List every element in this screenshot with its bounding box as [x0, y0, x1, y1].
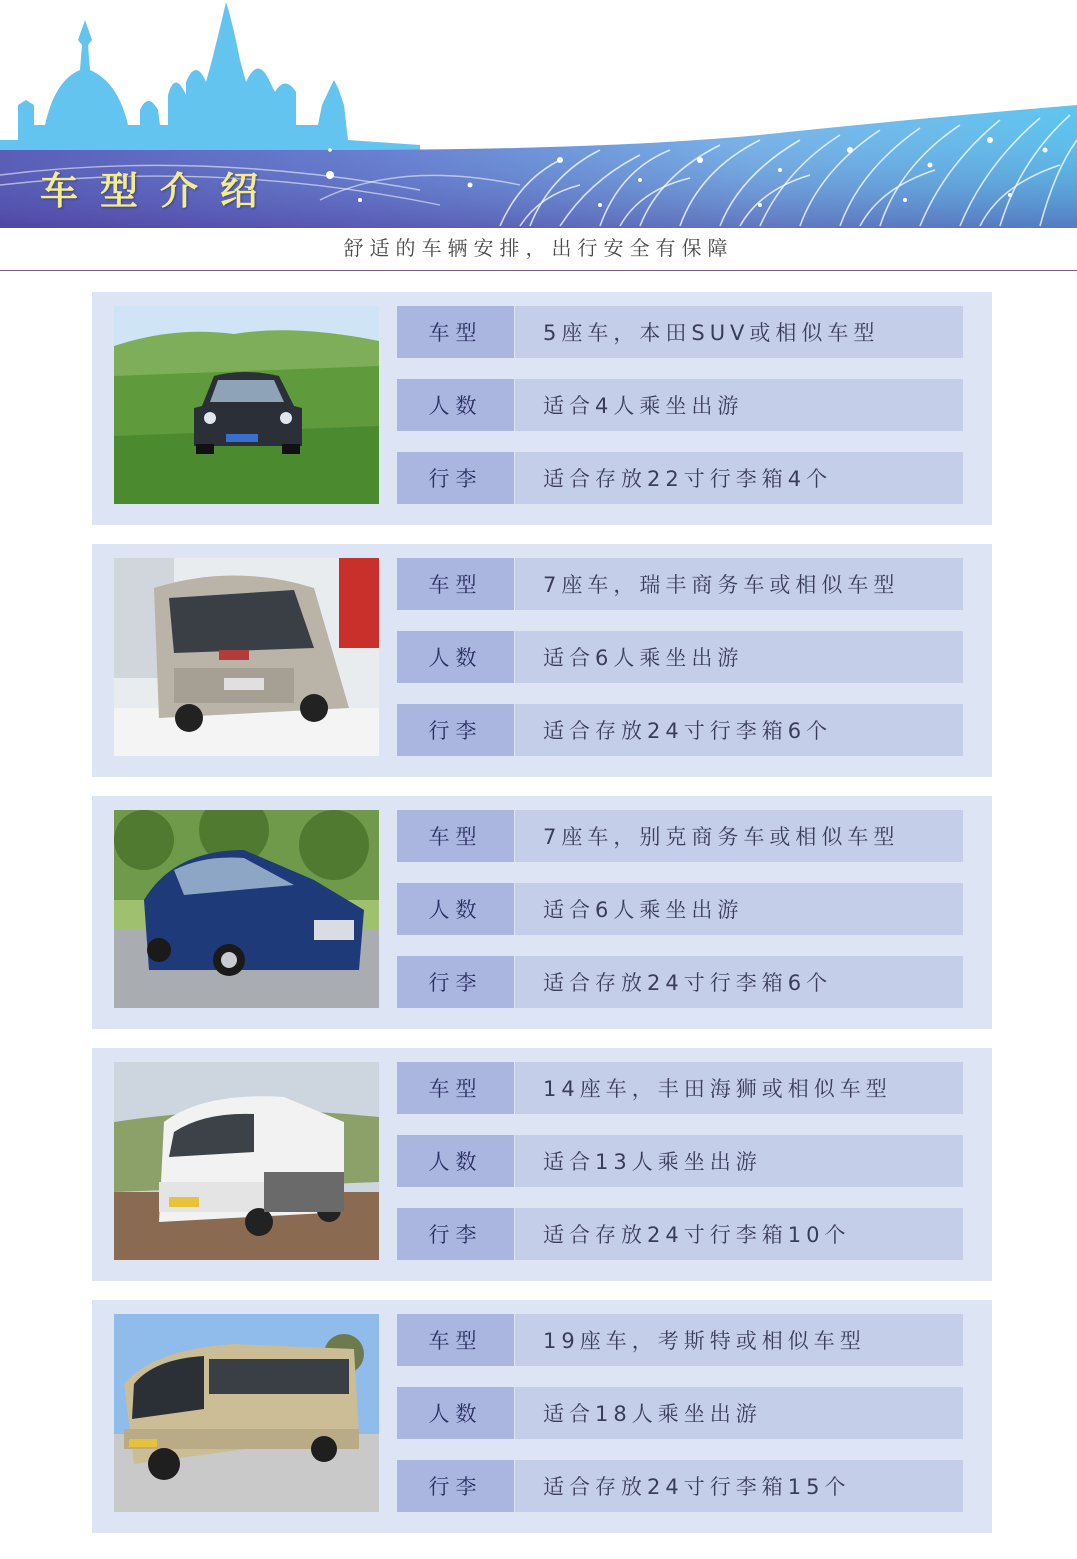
luggage-label: 行李 [397, 1460, 514, 1512]
model-label: 车型 [397, 1314, 514, 1366]
vehicle-card [92, 544, 992, 777]
vehicle-card [92, 1300, 992, 1533]
church-skyline-silhouette [0, 2, 420, 160]
luggage-row [397, 452, 963, 504]
people-label: 人数 [397, 631, 514, 683]
people-value: 适合4人乘坐出游 [515, 379, 963, 431]
model-row [397, 810, 963, 862]
vehicle-card [92, 292, 992, 525]
vehicle-photo-minibus [114, 1314, 379, 1512]
vehicle-photo-suv [114, 306, 379, 504]
luggage-label: 行李 [397, 1208, 514, 1260]
model-value: 7座车，别克商务车或相似车型 [515, 810, 963, 862]
people-row [397, 1135, 963, 1187]
model-value: 7座车，瑞丰商务车或相似车型 [515, 558, 963, 610]
people-value: 适合18人乘坐出游 [515, 1387, 963, 1439]
luggage-label: 行李 [397, 956, 514, 1008]
model-value: 5座车，本田SUV或相似车型 [515, 306, 963, 358]
page-subtitle: 舒适的车辆安排，出行安全有保障 [343, 236, 734, 260]
luggage-label: 行李 [397, 452, 514, 504]
luggage-row [397, 956, 963, 1008]
luggage-row [397, 704, 963, 756]
model-row [397, 558, 963, 610]
vehicle-photo-minivan [114, 558, 379, 756]
luggage-row [397, 1460, 963, 1512]
luggage-value: 适合存放22寸行李箱4个 [515, 452, 963, 504]
luggage-row [397, 1208, 963, 1260]
vehicle-card [92, 796, 992, 1029]
page-title: 车型介绍 [40, 169, 281, 213]
model-value: 19座车，考斯特或相似车型 [515, 1314, 963, 1366]
people-value: 适合6人乘坐出游 [515, 631, 963, 683]
luggage-label: 行李 [397, 704, 514, 756]
luggage-value: 适合存放24寸行李箱10个 [515, 1208, 963, 1260]
people-row [397, 379, 963, 431]
vehicle-list [92, 292, 992, 1552]
model-row [397, 1314, 963, 1366]
people-row [397, 631, 963, 683]
model-label: 车型 [397, 306, 514, 358]
model-label: 车型 [397, 1062, 514, 1114]
vehicle-photo-van [114, 1062, 379, 1260]
model-row [397, 1062, 963, 1114]
people-value: 适合6人乘坐出游 [515, 883, 963, 935]
model-value: 14座车，丰田海狮或相似车型 [515, 1062, 963, 1114]
header-banner [0, 0, 1077, 228]
people-label: 人数 [397, 379, 514, 431]
people-label: 人数 [397, 883, 514, 935]
luggage-value: 适合存放24寸行李箱6个 [515, 704, 963, 756]
model-label: 车型 [397, 558, 514, 610]
luggage-value: 适合存放24寸行李箱15个 [515, 1460, 963, 1512]
model-row [397, 306, 963, 358]
people-value: 适合13人乘坐出游 [515, 1135, 963, 1187]
vehicle-photo-mpv [114, 810, 379, 1008]
people-row [397, 883, 963, 935]
people-label: 人数 [397, 1135, 514, 1187]
people-row [397, 1387, 963, 1439]
divider-line [0, 270, 1077, 271]
people-label: 人数 [397, 1387, 514, 1439]
luggage-value: 适合存放24寸行李箱6个 [515, 956, 963, 1008]
model-label: 车型 [397, 810, 514, 862]
vehicle-card [92, 1048, 992, 1281]
